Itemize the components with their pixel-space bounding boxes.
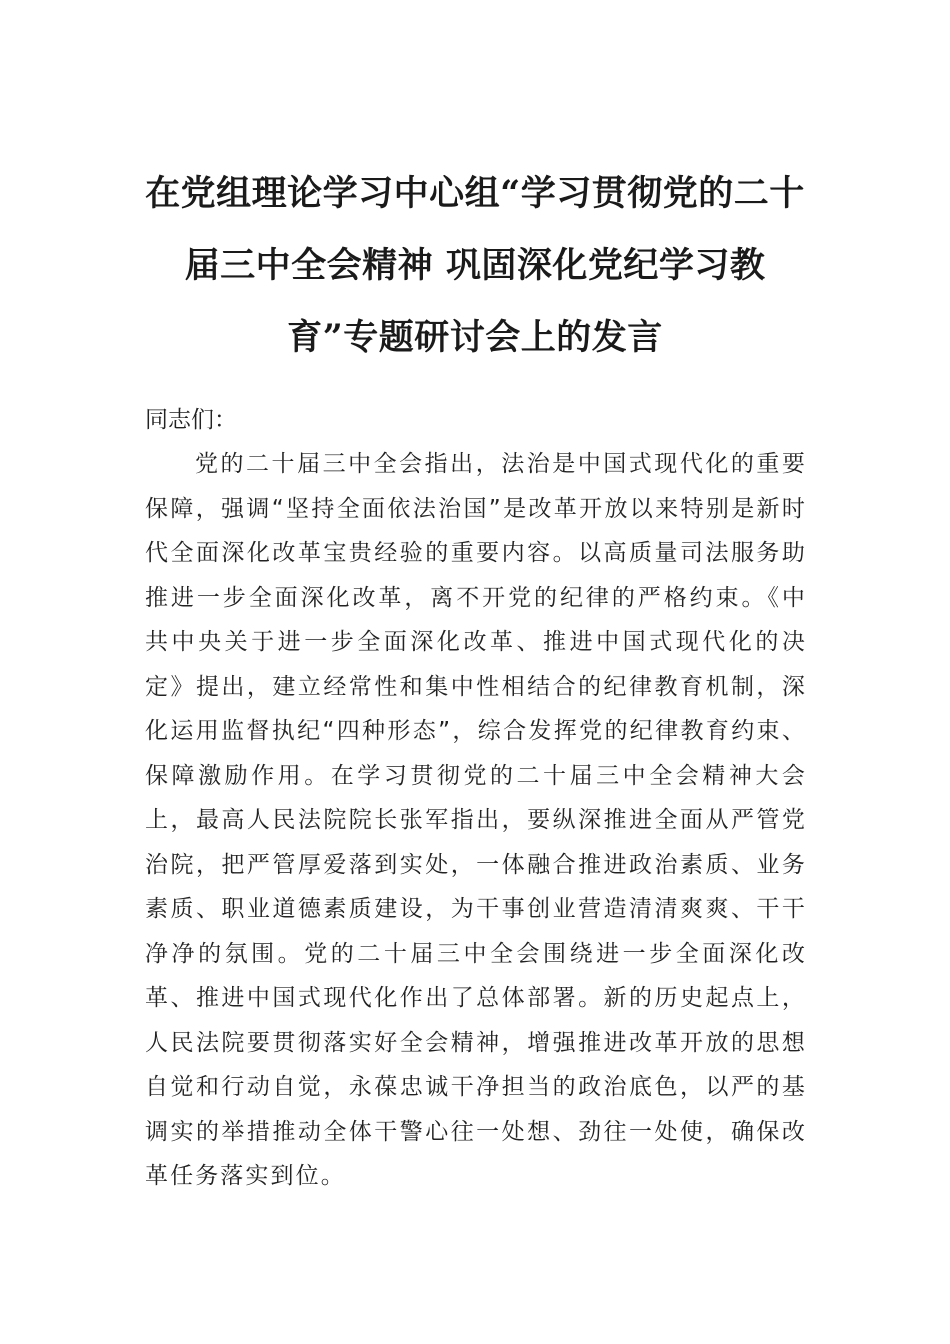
salutation: 同志们： <box>145 407 237 433</box>
document-title: 在党组理论学习中心组“学习贯彻党的二十届三中全会精神 巩固深化党纪学习教育”专题研讨会上的发言 <box>145 173 805 358</box>
body-paragraph: 党的二十届三中全会指出，法治是中国式现代化的重要保障，强调“坚持全面依法治国”是改革开放以来特别是新时代全面深化改革宝贵经验的重要内容。以高质量司法服务助推进一步全面深化改革，离不开党的纪律的严格约束。《中共中央关于进一步全面深化改革、推进中国式现代化的决定》提出，建立经常性和集中性相结合的纪律教育机制，深化运用监督执纪“四种形态”，综合发挥党的纪律教育约束、保障激励作用。在学习贯彻党的二十届三中全会精神大会上，最高人民法院院长张军指出，要纵深推进全面从严管党治院，把严管厚爱落到实处，一体融合推进政治素质、业务素质、职业道德素质建设，为干事创业营造清清爽爽、干干净净的氛围。党的二十届三中全会围绕进一步全面深化改革、推进中国式现代化作出了总体部署。新的历史起点上，人民法院要贯彻落实好全会精神，增强推进改革开放的思想自觉和行动自觉，永葆忠诚干净担当的政治底色，以严的基调实的举措推动全体干警心往一处想、劲往一处使，确保改革任务落实到位。 <box>145 451 807 1189</box>
